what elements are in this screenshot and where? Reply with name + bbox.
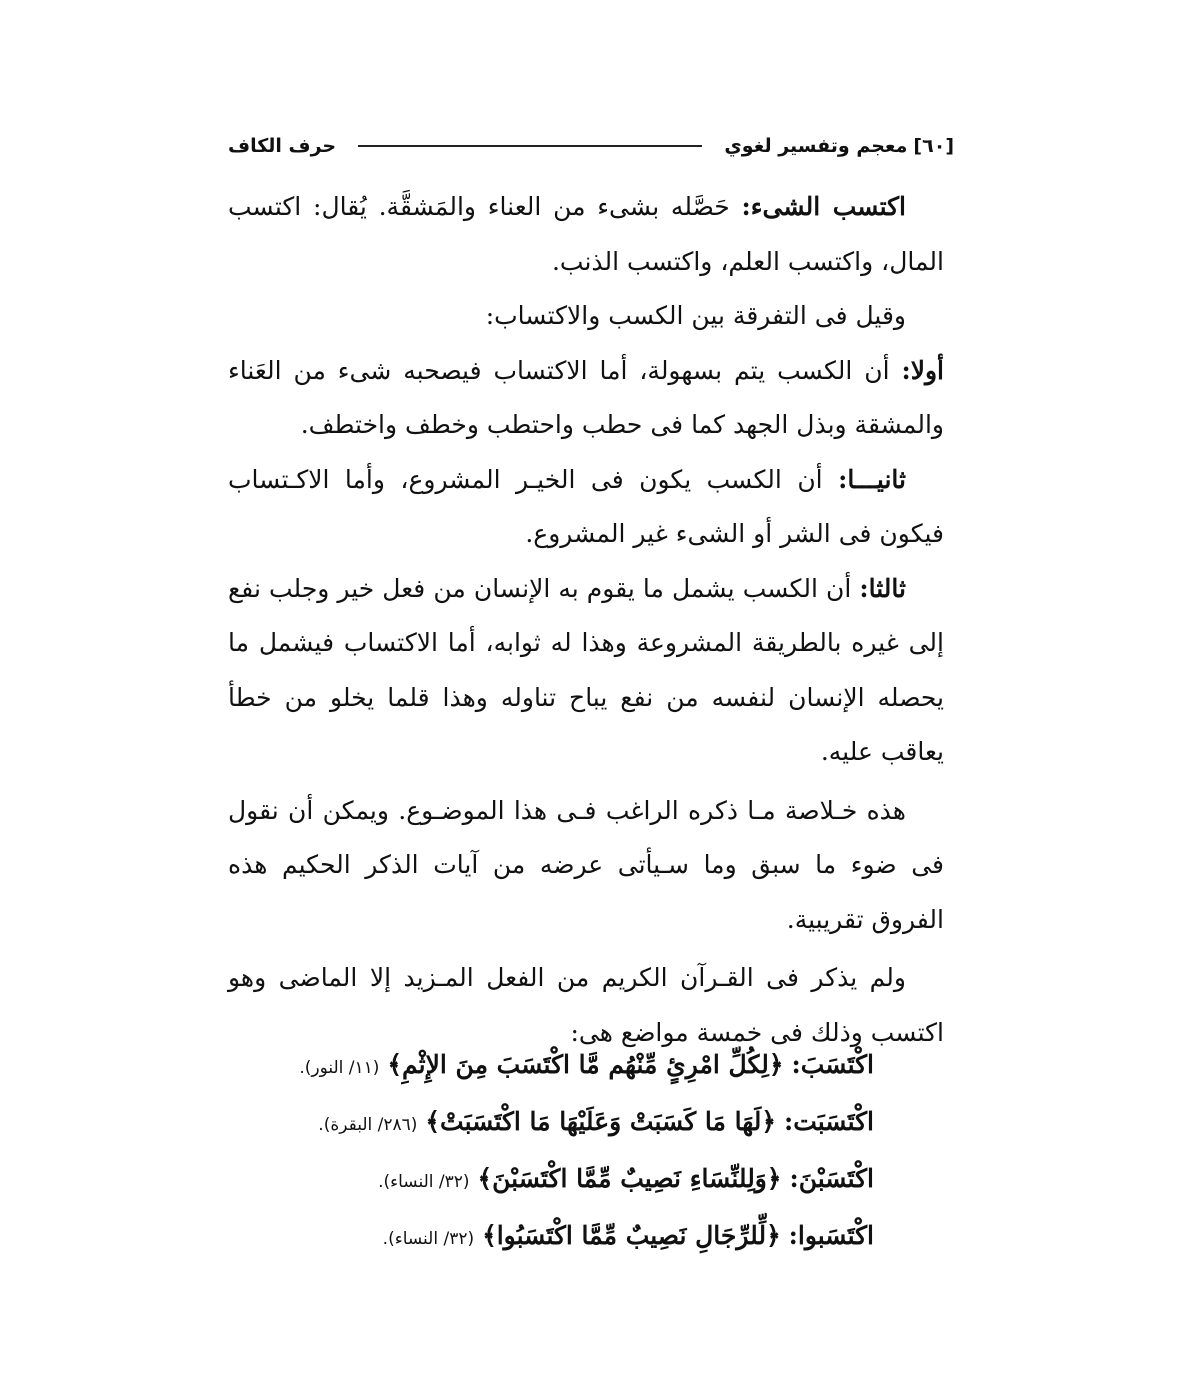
book-title: معجم وتفسير لغوي bbox=[724, 135, 908, 157]
third-text: أن الكسب يشمل ما يقوم به الإنسان من فعل خير وجلب نفع إلى غيره بالطريقة المشروعة وهذا له ثوابه، أما الاكتساب فيشمل ما يحصله الإنسان لنفسه من نفع يباح تناوله وهذا قلما يخلو من خطأ يعاقب عليه. bbox=[228, 573, 944, 766]
summary-text: هذه خـلاصة مـا ذكره الراغب فـى هذا الموضـوع. ويمكن أن نقول فى ضوء ما سبق وما سـيأتى عرضه من آيات الذكر الحكيم هذه الفروق تقريبية. bbox=[228, 795, 944, 934]
verse-reference: (٢٨٦/ البقرة). bbox=[318, 1115, 418, 1135]
definition-text: حَصَّله بشىء من العناء والمَشقَّة. يُقال: اكتسب المال، واكتسب العلم، واكتسب الذنب. bbox=[228, 192, 944, 276]
verse-close-bracket: ﴾ bbox=[477, 1164, 493, 1193]
quran-examples bbox=[228, 1038, 874, 1266]
example-word: اكْتَسَبَت: bbox=[783, 1107, 874, 1136]
paragraph-distinction-intro bbox=[228, 289, 944, 344]
paragraph-second bbox=[228, 453, 944, 562]
example-row bbox=[228, 1095, 874, 1152]
verse-text: لَهَا مَا كَسَبَتْ وَعَلَيْهَا مَا اكْتَسَبَتْ bbox=[440, 1107, 762, 1136]
example-row bbox=[228, 1038, 874, 1095]
verse-text: لِكُلِّ امْرِئٍ مِّنْهُم مَّا اكْتَسَبَ مِنَ الإِثْمِ bbox=[402, 1050, 769, 1079]
verse-open-bracket: ﴿ bbox=[766, 1164, 782, 1193]
example-word: اكْتَسَبْنَ: bbox=[789, 1164, 874, 1193]
verse-reference: (٣٢/ النساء). bbox=[382, 1229, 475, 1249]
running-header bbox=[228, 128, 954, 164]
term-second: ثانيـــا: bbox=[838, 464, 906, 494]
header-rule bbox=[358, 145, 702, 147]
paragraph-definition bbox=[228, 180, 944, 289]
body-text bbox=[228, 180, 944, 1060]
example-word: اكْتَسَبَ: bbox=[791, 1050, 874, 1079]
term-iktasaba: اكتسب الشىء: bbox=[741, 192, 906, 221]
second-text: أن الكسب يكون فى الخيـر المشروع، وأما الاكـتساب فيكون فى الشر أو الشىء غير المشروع. bbox=[228, 464, 944, 548]
example-row bbox=[228, 1209, 874, 1266]
example-row bbox=[228, 1152, 874, 1209]
distinction-intro-text: وقيل فى التفرقة بين الكسب والاكتساب: bbox=[485, 301, 906, 330]
verse-reference: (١١/ النور). bbox=[299, 1058, 380, 1078]
verse-open-bracket: ﴿ bbox=[761, 1107, 777, 1136]
verse-text: وَلِلنِّسَاءِ نَصِيبٌ مِّمَّا اكْتَسَبْنَ bbox=[492, 1164, 767, 1193]
paragraph-summary bbox=[228, 784, 944, 948]
paragraph-first bbox=[228, 344, 944, 453]
first-text: أن الكسب يتم بسهولة، أما الاكتساب فيصحبه شىء من العَناء والمشقة وبذل الجهد كما فى حطب واحتطب وخطف واختطف. bbox=[228, 355, 944, 439]
verse-close-bracket: ﴾ bbox=[482, 1221, 497, 1250]
verse-close-bracket: ﴾ bbox=[425, 1107, 441, 1136]
verse-open-bracket: ﴿ bbox=[766, 1221, 781, 1250]
term-first: أولا: bbox=[901, 355, 944, 385]
verse-text: لِّلرِّجَالِ نَصِيبٌ مِّمَّا اكْتَسَبُوا bbox=[496, 1221, 767, 1250]
quran-intro-text: ولم يذكر فى القـرآن الكريم من الفعل المـزيد إلا الماضى وهو اكتسب وذلك فى خمسة مواضع هى: bbox=[228, 963, 944, 1047]
page-number: [٦٠] bbox=[913, 135, 954, 157]
paragraph-third bbox=[228, 562, 944, 780]
term-third: ثالثا: bbox=[859, 573, 906, 603]
section-name: حرف الكاف bbox=[228, 135, 337, 157]
verse-open-bracket: ﴿ bbox=[768, 1050, 784, 1079]
verse-close-bracket: ﴾ bbox=[387, 1050, 403, 1079]
example-word: اكْتَسَبوا: bbox=[788, 1221, 874, 1250]
verse-reference: (٣٢/ النساء). bbox=[378, 1172, 470, 1192]
